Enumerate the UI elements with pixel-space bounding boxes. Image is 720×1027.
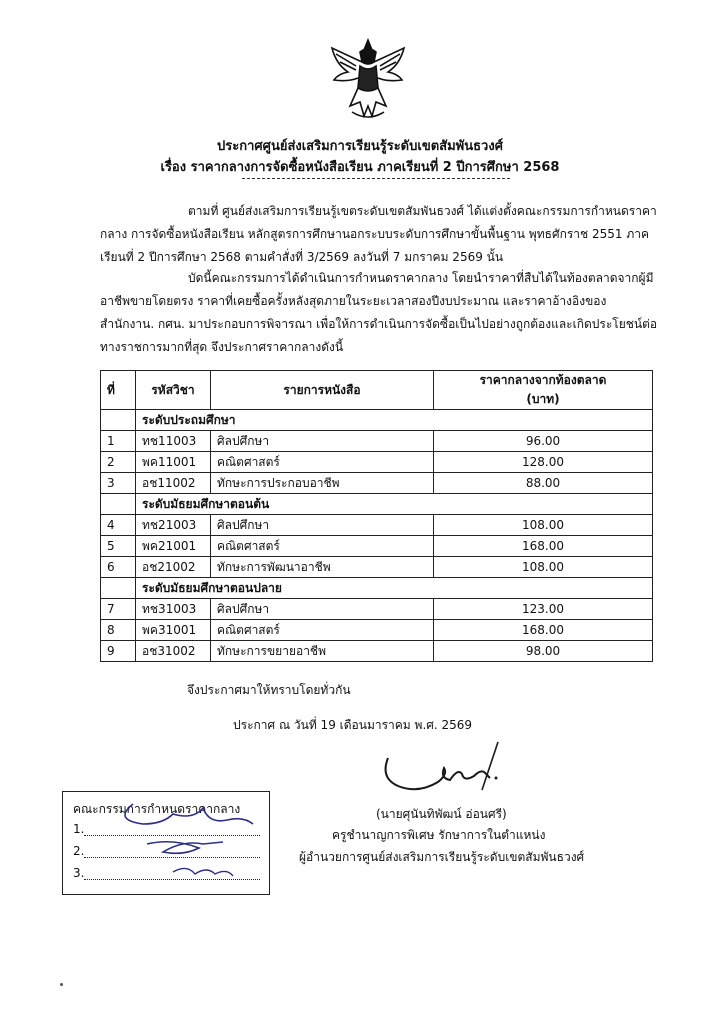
row-book: ทักษะการพัฒนาอาชีพ (211, 557, 434, 578)
committee-item-number: 1. (73, 822, 85, 836)
section-title: ระดับประถมศึกษา (136, 410, 653, 431)
row-book: ศิลปศึกษา (211, 431, 434, 452)
row-price: 98.00 (434, 641, 653, 662)
section-title: ระดับมัธยมศึกษาตอนปลาย (136, 578, 653, 599)
row-code: ทช21003 (136, 515, 211, 536)
committee-item-number: 2. (73, 844, 85, 858)
row-code: อช21002 (136, 557, 211, 578)
row-code: อช11002 (136, 473, 211, 494)
table-row (101, 599, 653, 620)
intro-paragraph: ตามที่ ศูนย์ส่งเสริมการเรียนรู้เขตระดับเขตสัมพันธวงศ์ ได้แต่งตั้งคณะกรรมการกำหนดราคากลาง การจัดซื้อหนังสือเรียน หลักสูตรการศึกษานอกระบบระดับการศึกษาขั้นพื้นฐาน พุทธศักราช 2551 ภาคเรียนที่ 2 ปีการศึกษา 2568 ตามคำสั่งที่ 3/2569 ลงวันที่ 7 มกราคม 2569 นั้น (100, 204, 657, 264)
committee-box (62, 791, 270, 895)
row-no: 3 (101, 473, 136, 494)
table-row (101, 536, 653, 557)
announcement-subject: เรื่อง ราคากลางการจัดซื้อหนังสือเรียน ภาคเรียนที่ 2 ปีการศึกษา 2568 (160, 160, 560, 175)
row-book: คณิตศาสตร์ (211, 536, 434, 557)
table-row (101, 431, 653, 452)
row-book: ศิลปศึกษา (211, 599, 434, 620)
announcement-date: ประกาศ ณ วันที่ 19 เดือนมาราคม พ.ศ. 2569 (233, 718, 473, 732)
director-signature (378, 738, 518, 798)
row-no: 5 (101, 536, 136, 557)
row-book: คณิตศาสตร์ (211, 452, 434, 473)
row-book: ศิลปศึกษา (211, 515, 434, 536)
table-row (101, 515, 653, 536)
price-table (100, 370, 653, 662)
committee-signatures (103, 794, 263, 892)
committee-heading: คณะกรรมการกำหนดราคากลาง (73, 802, 241, 816)
row-code: ทช11003 (136, 431, 211, 452)
committee-item-number: 3. (73, 866, 85, 880)
garuda-emblem (326, 36, 410, 124)
header-price-line1: ราคากลางจากท้องตลาด (479, 373, 607, 387)
row-book: คณิตศาสตร์ (211, 620, 434, 641)
row-no: 1 (101, 431, 136, 452)
row-price: 108.00 (434, 515, 653, 536)
table-header-row (101, 371, 653, 410)
row-price: 108.00 (434, 557, 653, 578)
row-price: 128.00 (434, 452, 653, 473)
closing-statement: จึงประกาศมาให้ทราบโดยทั่วกัน (187, 683, 351, 697)
row-no: 8 (101, 620, 136, 641)
title-divider (242, 178, 510, 179)
row-no: 7 (101, 599, 136, 620)
row-price: 123.00 (434, 599, 653, 620)
row-price: 88.00 (434, 473, 653, 494)
section-row (101, 494, 653, 515)
header-price (434, 371, 653, 410)
table-row (101, 641, 653, 662)
row-price: 168.00 (434, 536, 653, 557)
row-no: 9 (101, 641, 136, 662)
row-code: อช31002 (136, 641, 211, 662)
row-code: พค11001 (136, 452, 211, 473)
announcement-title: ประกาศศูนย์ส่งเสริมการเรียนรู้ระดับเขตสัมพันธวงศ์ (217, 139, 503, 154)
row-no: 2 (101, 452, 136, 473)
row-price: 168.00 (434, 620, 653, 641)
header-price-unit: (บาท) (526, 392, 560, 406)
signatory-name: (นายศุนันทิพัฒน์ อ่อนศรี) (376, 807, 507, 821)
row-book: ทักษะการประกอบอาชีพ (211, 473, 434, 494)
row-no: 4 (101, 515, 136, 536)
scan-speck (60, 983, 63, 986)
table-row (101, 557, 653, 578)
header-book: รายการหนังสือ (211, 371, 434, 410)
signatory-office: ผู้อำนวยการศูนย์ส่งเสริมการเรียนรู้ระดับเขตสัมพันธวงศ์ (299, 850, 585, 864)
table-row (101, 620, 653, 641)
header-code: รหัสวิชา (136, 371, 211, 410)
header-no: ที่ (101, 371, 136, 410)
signatory-position: ครูชำนาญการพิเศษ รักษาการในตำแหน่ง (332, 828, 546, 842)
row-code: ทช31003 (136, 599, 211, 620)
table-row (101, 473, 653, 494)
table-row (101, 452, 653, 473)
row-code: พค31001 (136, 620, 211, 641)
row-no: 6 (101, 557, 136, 578)
section-title: ระดับมัธยมศึกษาตอนต้น (136, 494, 653, 515)
row-price: 96.00 (434, 431, 653, 452)
row-code: พค21001 (136, 536, 211, 557)
row-book: ทักษะการขยายอาชีพ (211, 641, 434, 662)
section-row (101, 410, 653, 431)
process-paragraph: บัดนี้คณะกรรมการได้ดำเนินการกำหนดราคากลาง โดยนำราคาที่สืบได้ในท้องตลาดจากผู้มีอาชีพขายโดยตรง ราคาที่เคยซื้อครั้งหลังสุดภายในระยะเวลาสองปีงบประมาณ และราคาอ้างอิงของ สำนักงาน. กศน. มาประกอบการพิจารณา เพื่อให้การดำเนินการจัดซื้อเป็นไปอย่างถูกต้องและเกิดประโยชน์ต่อทางราชการมากที่สุด จึงประกาศราคากลางดังนี้ (100, 271, 658, 354)
section-row (101, 578, 653, 599)
